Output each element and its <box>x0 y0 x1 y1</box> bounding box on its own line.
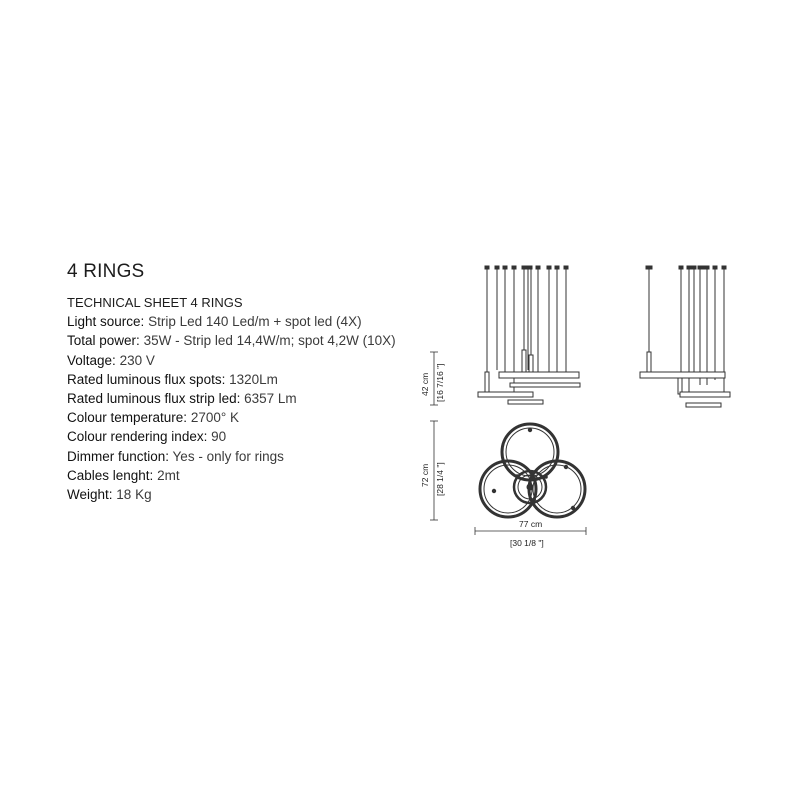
page-title: 4 RINGS <box>67 261 145 282</box>
spec-label: Cables lenght: <box>67 467 154 483</box>
spec-label: Voltage: <box>67 352 116 368</box>
spec-value: Yes - only for rings <box>172 448 284 464</box>
spec-label: Light source: <box>67 314 145 330</box>
spec-label: Rated luminous flux strip led: <box>67 391 241 407</box>
spec-label: Total power: <box>67 333 140 349</box>
width-cm-label: 77 cm <box>519 519 543 529</box>
spec-value: 35W - Strip led 14,4W/m; spot 4,2W (10X) <box>143 333 396 349</box>
spec-label: Colour rendering index: <box>67 429 208 445</box>
spec-value: Strip Led 140 Led/m + spot led (4X) <box>148 314 362 330</box>
height-cm-label: 42 cm <box>420 372 430 396</box>
spec-value: 18 Kg <box>116 487 152 503</box>
spec-value: 1320Lm <box>229 371 278 387</box>
spec-label: Weight: <box>67 487 113 503</box>
spec-value: 2mt <box>157 467 180 483</box>
depth-cm-label: 72 cm <box>420 463 430 487</box>
spec-value: 2700° K <box>190 410 240 426</box>
spec-label: Colour temperature: <box>67 410 188 426</box>
depth-in-label: [28 1/4 "] <box>435 462 445 496</box>
width-in-label: [30 1/8 "] <box>510 538 544 548</box>
spec-label: Rated luminous flux spots: <box>67 371 226 387</box>
spec-value: 6357 Lm <box>244 391 297 407</box>
height-in-label: [16 7/16 "] <box>435 363 445 402</box>
sheet-title: TECHNICAL SHEET 4 RINGS <box>67 295 243 310</box>
spec-value: 90 <box>211 429 227 445</box>
spec-value: 230 V <box>119 352 155 368</box>
spec-label: Dimmer function: <box>67 448 170 464</box>
